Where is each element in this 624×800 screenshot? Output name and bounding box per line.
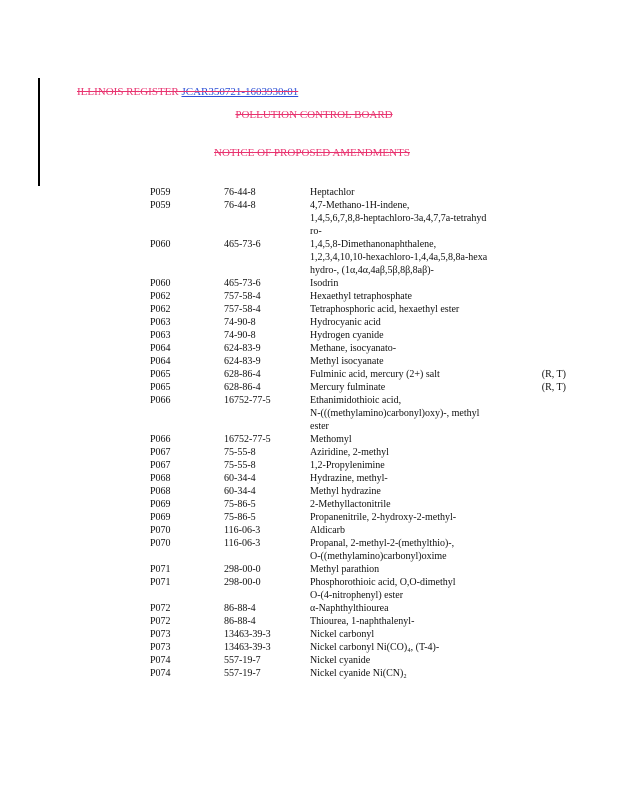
waste-code-cell: P059	[150, 187, 171, 198]
substance-name-cell	[310, 186, 526, 199]
table-row	[150, 563, 566, 576]
substance-name-cell	[310, 667, 526, 680]
jcar-code-link[interactable]: JCAR350721-1603930r01	[181, 86, 299, 98]
table-row	[150, 498, 566, 511]
hazard-code-cell	[526, 576, 566, 602]
waste-code-cell: P067	[150, 460, 171, 471]
substance-name-cell	[310, 563, 526, 576]
table-row	[150, 576, 566, 602]
substance-name-line: hydro-, (1α,4α,4aβ,5β,8β,8aβ)-	[310, 265, 434, 276]
table-row	[150, 394, 566, 433]
substance-name-cell	[310, 394, 526, 433]
hazard-code-cell	[526, 433, 566, 446]
hazard-code-cell	[526, 186, 566, 199]
cas-number-cell: 624-83-9	[224, 343, 261, 354]
waste-code-cell: P065	[150, 369, 171, 380]
substance-name-line: Propanal, 2-methyl-2-(methylthio)-,	[310, 538, 455, 549]
waste-code-cell: P060	[150, 278, 171, 289]
substance-name-cell	[310, 537, 526, 563]
substance-name-cell	[310, 576, 526, 602]
substance-name-cell	[310, 511, 526, 524]
cas-number-cell: 74-90-8	[224, 317, 256, 328]
hazard-code-cell: (R, T)	[541, 369, 566, 380]
revision-change-bar	[38, 78, 40, 186]
waste-code-cell: P071	[150, 577, 171, 588]
cas-number-cell: 75-86-5	[224, 512, 256, 523]
table-row	[150, 537, 566, 563]
substance-name-line: 1,2-Propylenimine	[310, 460, 385, 471]
substance-name-cell	[310, 368, 526, 381]
cas-number-cell: 628-86-4	[224, 369, 261, 380]
substance-name-cell	[310, 290, 526, 303]
hazard-code-cell	[526, 654, 566, 667]
substance-name-cell	[310, 316, 526, 329]
substance-name-line: Methyl isocyanate	[310, 356, 384, 367]
hazard-code-cell	[526, 446, 566, 459]
table-row	[150, 485, 566, 498]
substance-name-cell	[310, 472, 526, 485]
substance-name-line: Methyl parathion	[310, 564, 380, 575]
table-row	[150, 628, 566, 641]
substance-name-cell	[310, 602, 526, 615]
hazard-code-cell	[526, 485, 566, 498]
cas-number-cell: 465-73-6	[224, 239, 261, 250]
waste-code-cell: P062	[150, 291, 171, 302]
substance-name-line: Hydrocyanic acid	[310, 317, 381, 328]
register-header	[77, 86, 298, 98]
substance-name-line: Nickel cyanide Ni(CN)₂	[310, 668, 407, 679]
waste-code-cell: P068	[150, 486, 171, 497]
cas-number-cell: 75-55-8	[224, 460, 256, 471]
cas-number-cell: 74-90-8	[224, 330, 256, 341]
substance-name-line: Nickel carbonyl	[310, 629, 375, 640]
substance-name-line: 1,4,5,6,7,8,8-heptachloro-3a,4,7,7a-tetrahyd	[310, 213, 487, 224]
substance-name-cell	[310, 628, 526, 641]
substance-name-cell	[310, 238, 526, 277]
table-row	[150, 238, 566, 277]
hazard-code-cell	[526, 667, 566, 680]
substance-name-line: O-((methylamino)carbonyl)oxime	[310, 551, 447, 562]
cas-number-cell: 60-34-4	[224, 473, 256, 484]
waste-code-cell: P059	[150, 200, 171, 211]
substance-name-line: Nickel carbonyl Ni(CO)₄, (T-4)-	[310, 642, 440, 653]
table-row	[150, 602, 566, 615]
table-row	[150, 303, 566, 316]
cas-number-cell: 13463-39-3	[224, 642, 271, 653]
cas-number-cell: 116-06-3	[224, 538, 261, 549]
table-row	[150, 381, 566, 394]
substance-name-line: 1,2,3,4,10,10-hexachloro-1,4,4a,5,8,8a-hexa	[310, 252, 488, 263]
hazardous-waste-table	[150, 186, 566, 680]
substance-name-line: Fulminic acid, mercury (2+) salt	[310, 369, 440, 380]
cas-number-cell: 76-44-8	[224, 200, 256, 211]
substance-name-cell	[310, 446, 526, 459]
cas-number-cell: 75-55-8	[224, 447, 256, 458]
cas-number-cell: 60-34-4	[224, 486, 256, 497]
substance-name-line: Aldicarb	[310, 525, 345, 536]
substance-name-line: Hexaethyl tetraphosphate	[310, 291, 412, 302]
hazard-code-cell: (R, T)	[541, 382, 566, 393]
substance-name-cell	[310, 199, 526, 238]
substance-name-cell	[310, 303, 526, 316]
hazard-code-cell	[526, 641, 566, 654]
substance-name-cell	[310, 524, 526, 537]
substance-name-cell	[310, 654, 526, 667]
waste-code-cell: P065	[150, 382, 171, 393]
table-row	[150, 316, 566, 329]
notice-title: NOTICE OF PROPOSED AMENDMENTS	[214, 147, 410, 159]
table-row	[150, 641, 566, 654]
waste-code-cell: P072	[150, 603, 171, 614]
hazard-code-cell	[526, 472, 566, 485]
waste-code-cell: P064	[150, 343, 171, 354]
waste-code-cell: P060	[150, 239, 171, 250]
hazard-code-cell	[526, 615, 566, 628]
substance-name-line: Methane, isocyanato-	[310, 343, 397, 354]
substance-name-line: α-Naphthylthiourea	[310, 603, 389, 614]
table-row	[150, 355, 566, 368]
substance-name-cell	[310, 277, 526, 290]
table-row	[150, 329, 566, 342]
hazard-code-cell	[526, 290, 566, 303]
substance-name-line: Methyl hydrazine	[310, 486, 381, 497]
hazard-code-cell	[526, 511, 566, 524]
cas-number-cell: 557-19-7	[224, 668, 261, 679]
substance-name-line: Nickel cyanide	[310, 655, 371, 666]
substance-name-cell	[310, 615, 526, 628]
substance-name-line: N-(((methylamino)carbonyl)oxy)-, methyl	[310, 408, 480, 419]
waste-code-cell: P063	[150, 330, 171, 341]
substance-name-cell	[310, 433, 526, 446]
table-row	[150, 186, 566, 199]
substance-name-cell	[310, 381, 526, 394]
table-row	[150, 472, 566, 485]
cas-number-cell: 13463-39-3	[224, 629, 271, 640]
hazard-code-cell	[526, 342, 566, 355]
waste-code-cell: P074	[150, 668, 171, 679]
substance-name-line: Propanenitrile, 2-hydroxy-2-methyl-	[310, 512, 457, 523]
hazard-code-cell	[526, 602, 566, 615]
hazard-code-cell	[526, 355, 566, 368]
substance-name-cell	[310, 498, 526, 511]
substance-name-line: Hydrazine, methyl-	[310, 473, 388, 484]
waste-code-cell: P064	[150, 356, 171, 367]
waste-code-cell: P067	[150, 447, 171, 458]
waste-code-cell: P074	[150, 655, 171, 666]
waste-table-body	[150, 186, 566, 680]
substance-name-line: 4,7-Methano-1H-indene,	[310, 200, 410, 211]
substance-name-cell	[310, 342, 526, 355]
cas-number-cell: 16752-77-5	[224, 395, 271, 406]
waste-code-cell: P073	[150, 642, 171, 653]
substance-name-line: Aziridine, 2-methyl	[310, 447, 389, 458]
hazard-code-cell	[526, 628, 566, 641]
cas-number-cell: 75-86-5	[224, 499, 256, 510]
substance-name-line: ro-	[310, 226, 322, 237]
hazard-code-cell	[526, 199, 566, 238]
table-row	[150, 342, 566, 355]
substance-name-cell	[310, 355, 526, 368]
waste-code-cell: P066	[150, 395, 171, 406]
table-row	[150, 511, 566, 524]
waste-code-cell: P068	[150, 473, 171, 484]
cas-number-cell: 298-00-0	[224, 577, 261, 588]
substance-name-line: Methomyl	[310, 434, 352, 445]
hazard-code-cell	[526, 498, 566, 511]
waste-code-cell: P073	[150, 629, 171, 640]
waste-code-cell: P069	[150, 499, 171, 510]
hazard-code-cell	[526, 277, 566, 290]
cas-number-cell: 624-83-9	[224, 356, 261, 367]
board-title: POLLUTION CONTROL BOARD	[235, 109, 393, 121]
table-row	[150, 277, 566, 290]
waste-code-cell: P070	[150, 525, 171, 536]
table-row	[150, 368, 566, 381]
hazard-code-cell	[526, 459, 566, 472]
hazard-code-cell	[526, 316, 566, 329]
substance-name-line: Ethanimidothioic acid,	[310, 395, 402, 406]
table-row	[150, 433, 566, 446]
cas-number-cell: 86-88-4	[224, 616, 256, 627]
waste-code-cell: P071	[150, 564, 171, 575]
substance-name-cell	[310, 485, 526, 498]
substance-name-cell	[310, 459, 526, 472]
table-row	[150, 290, 566, 303]
cas-number-cell: 757-58-4	[224, 291, 261, 302]
waste-code-cell: P063	[150, 317, 171, 328]
hazard-code-cell	[526, 238, 566, 277]
hazard-code-cell	[526, 537, 566, 563]
waste-code-cell: P066	[150, 434, 171, 445]
table-row	[150, 459, 566, 472]
cas-number-cell: 86-88-4	[224, 603, 256, 614]
substance-name-line: O-(4-nitrophenyl) ester	[310, 590, 404, 601]
table-row	[150, 615, 566, 628]
substance-name-line: 1,4,5,8-Dimethanonaphthalene,	[310, 239, 437, 250]
table-row	[150, 654, 566, 667]
cas-number-cell: 116-06-3	[224, 525, 261, 536]
substance-name-line: Hydrogen cyanide	[310, 330, 384, 341]
substance-name-line: ester	[310, 421, 329, 432]
substance-name-line: Isodrin	[310, 278, 339, 289]
hazard-code-cell	[526, 524, 566, 537]
cas-number-cell: 76-44-8	[224, 187, 256, 198]
register-title: ILLINOIS REGISTER	[77, 86, 179, 98]
substance-name-cell	[310, 641, 526, 654]
hazard-code-cell	[526, 563, 566, 576]
cas-number-cell: 16752-77-5	[224, 434, 271, 445]
waste-code-cell: P072	[150, 616, 171, 627]
substance-name-line: 2-Methyllactonitrile	[310, 499, 391, 510]
table-row	[150, 199, 566, 238]
cas-number-cell: 628-86-4	[224, 382, 261, 393]
substance-name-line: Mercury fulminate	[310, 382, 386, 393]
substance-name-line: Thiourea, 1-naphthalenyl-	[310, 616, 415, 627]
waste-code-cell: P070	[150, 538, 171, 549]
cas-number-cell: 465-73-6	[224, 278, 261, 289]
waste-code-cell: P062	[150, 304, 171, 315]
hazard-code-cell	[526, 329, 566, 342]
hazard-code-cell	[526, 303, 566, 316]
substance-name-cell	[310, 329, 526, 342]
cas-number-cell: 757-58-4	[224, 304, 261, 315]
substance-name-line: Phosphorothioic acid, O,O-dimethyl	[310, 577, 456, 588]
table-row	[150, 446, 566, 459]
waste-code-cell: P069	[150, 512, 171, 523]
table-row	[150, 667, 566, 680]
table-row	[150, 524, 566, 537]
substance-name-line: Heptachlor	[310, 187, 355, 198]
cas-number-cell: 298-00-0	[224, 564, 261, 575]
hazard-code-cell	[526, 394, 566, 433]
substance-name-line: Tetraphosphoric acid, hexaethyl ester	[310, 304, 460, 315]
cas-number-cell: 557-19-7	[224, 655, 261, 666]
